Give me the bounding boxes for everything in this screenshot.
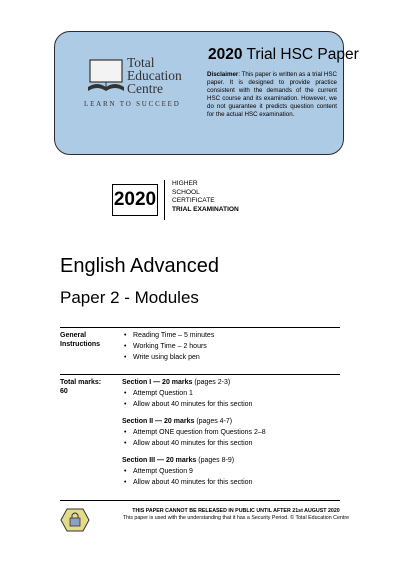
certificate-line-2: SCHOOL [172, 188, 200, 196]
sections-block [122, 377, 266, 488]
logo-line-2: Education [127, 68, 182, 83]
section-title: Section III — 20 marks [122, 457, 197, 464]
marks-label-text: Total marks: [60, 379, 102, 386]
list-item: • Attempt Question 9 [122, 466, 266, 477]
certificate-lines [172, 180, 239, 215]
logo-line-3: Centre [127, 81, 163, 96]
section-heading [122, 455, 266, 466]
paper-subtitle: Paper 2 - Modules [60, 288, 199, 307]
list-item: • Allow about 40 minutes for this section [122, 399, 266, 410]
section-title: Section I — 20 marks [122, 379, 193, 386]
certificate-line-3: CERTIFICATE [172, 197, 215, 205]
marks-value: 60 [60, 388, 68, 396]
year-divider [164, 180, 165, 220]
release-notice: THIS PAPER CANNOT BE RELEASED IN PUBLIC UNTIL AFTER 21st AUGUST 2020 [132, 508, 340, 514]
footer-rule [60, 500, 340, 501]
general-label-line-1: General [60, 332, 87, 339]
security-notice: This paper is used with the understanding that it has a Security Period. © Total Education Centre [122, 515, 350, 521]
certificate-line-4: TRIAL EXAMINATION [172, 206, 239, 214]
general-instructions [122, 330, 214, 363]
section-heading [122, 377, 266, 388]
list-item: • Working Time – 2 hours [122, 341, 214, 352]
list-item: • Allow about 40 minutes for this section [122, 438, 266, 449]
list-item: • Reading Time – 5 minutes [122, 330, 214, 341]
paper-title [208, 46, 359, 64]
marks-label [60, 378, 101, 396]
section-title: Section II — 20 marks [122, 418, 195, 425]
section-heading [122, 416, 266, 427]
list-item: • Attempt ONE question from Questions 2–8 [122, 427, 266, 438]
logo-tagline: LEARN TO SUCCEED [84, 100, 181, 108]
section-pages: (pages 8-9) [196, 457, 235, 464]
book-screen-icon [86, 57, 126, 95]
year-box: 2020 [112, 184, 158, 216]
marks-rule [60, 374, 340, 375]
certificate-line-1: HIGHER [172, 180, 198, 187]
section-pages: (pages 2-3) [192, 379, 231, 386]
general-rule [60, 327, 340, 328]
general-label-line-2: Instructions [60, 341, 101, 349]
logo-wordmark [127, 56, 182, 95]
list-item: • Attempt Question 1 [122, 388, 266, 399]
paper-title-text: Trial HSC Paper [246, 46, 359, 63]
general-label [60, 331, 100, 349]
disclaimer-label: Disclaimer [207, 71, 239, 78]
paper-title-year: 2020 [208, 46, 243, 63]
list-item: • Write using black pen [122, 352, 214, 363]
padlock-icon [60, 508, 90, 532]
disclaimer-text: : This paper is written as a trial HSC paper. It is designed to provide practice consistent with the demands of the current HSC course and its examination. However, we do not guarantee it predicts question content for the actual HSC examination. [207, 71, 337, 119]
disclaimer [207, 71, 337, 120]
section-pages: (pages 4-7) [194, 418, 233, 425]
subject-title: English Advanced [60, 255, 220, 277]
logo-line-1: Total [127, 55, 155, 70]
list-item: • Allow about 40 minutes for this section [122, 477, 266, 488]
